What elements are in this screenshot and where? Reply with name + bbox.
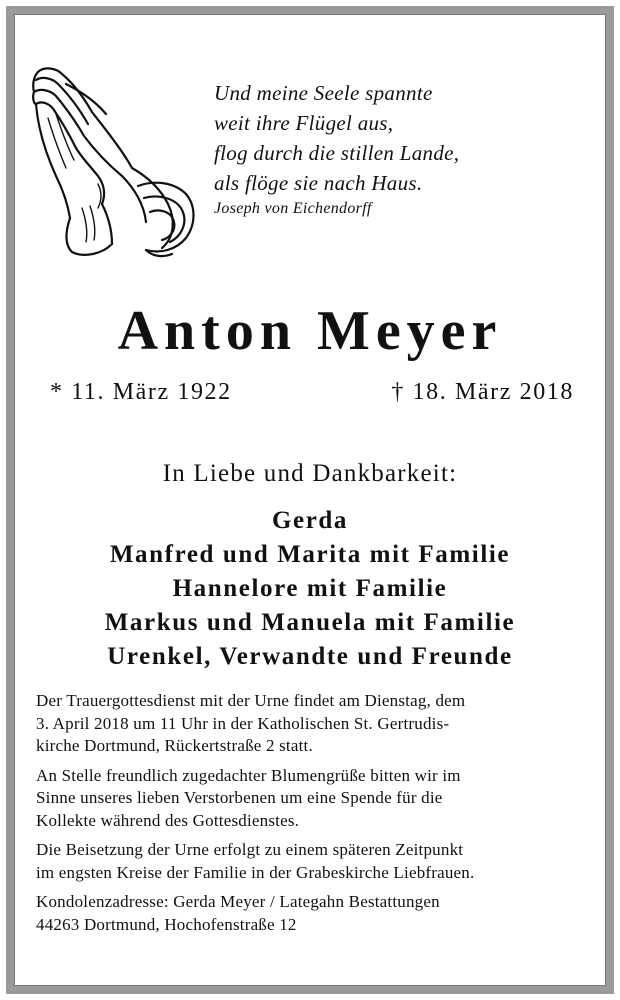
mourner-entry: Manfred und Marita mit Familie [109, 541, 511, 568]
verse-line: Und meine Seele spannte [214, 81, 433, 105]
notice-line: Die Beisetzung der Urne erfolgt zu einem späteren Zeitpunkt [36, 840, 464, 859]
mourner-entry: Gerda [271, 507, 349, 534]
condolence-address [36, 891, 592, 936]
notice-line: Kollekte während des Gottesdienstes. [36, 810, 300, 830]
mourner-entry: Hannelore mit Familie [172, 575, 448, 602]
donation-notice [36, 765, 592, 833]
notice-line: kirche Dortmund, Rückertstraße 2 statt. [36, 736, 313, 755]
verse-line: flog durch die stillen Lande, [214, 141, 460, 165]
verse-line: weit ihre Flügel aus, [214, 111, 394, 135]
burial-notice [36, 839, 592, 884]
notice-line: An Stelle freundlich zugedachter Blumengrüße bitten wir im [36, 765, 461, 785]
notice-line: 3. April 2018 um 11 Uhr in der Katholischen St. Gertrudis- [36, 713, 450, 733]
praying-hands-icon [26, 58, 202, 258]
notice-line: 44263 Dortmund, Hochofenstraße 12 [36, 914, 297, 934]
notice-line: Kondolenzadresse: Gerda Meyer / Lategahn Bestattungen [36, 892, 440, 911]
notice-line: Sinne unseres lieben Verstorbenen um eine Spende für die [36, 788, 443, 807]
service-notice [36, 690, 592, 758]
dedication-line: In Liebe und Dankbarkeit: [162, 460, 458, 487]
memorial-verse [214, 78, 459, 219]
deceased-name: Anton Meyer [117, 300, 503, 362]
verse-line: als flöge sie nach Haus. [214, 171, 423, 195]
verse-author: Joseph von Eichendorff [214, 200, 372, 217]
mourners-list [0, 504, 620, 674]
birth-date: * 11. März 1922 [50, 379, 232, 405]
notice-line: Der Trauergottesdienst mit der Urne findet am Dienstag, dem [36, 691, 466, 710]
death-date: † 18. März 2018 [391, 379, 574, 405]
mourner-entry: Markus und Manuela mit Familie [104, 609, 516, 636]
mourner-entry: Urenkel, Verwandte und Freunde [107, 643, 513, 670]
notice-details [36, 690, 592, 943]
notice-line: im engsten Kreise der Familie in der Grabeskirche Liebfrauen. [36, 862, 475, 882]
